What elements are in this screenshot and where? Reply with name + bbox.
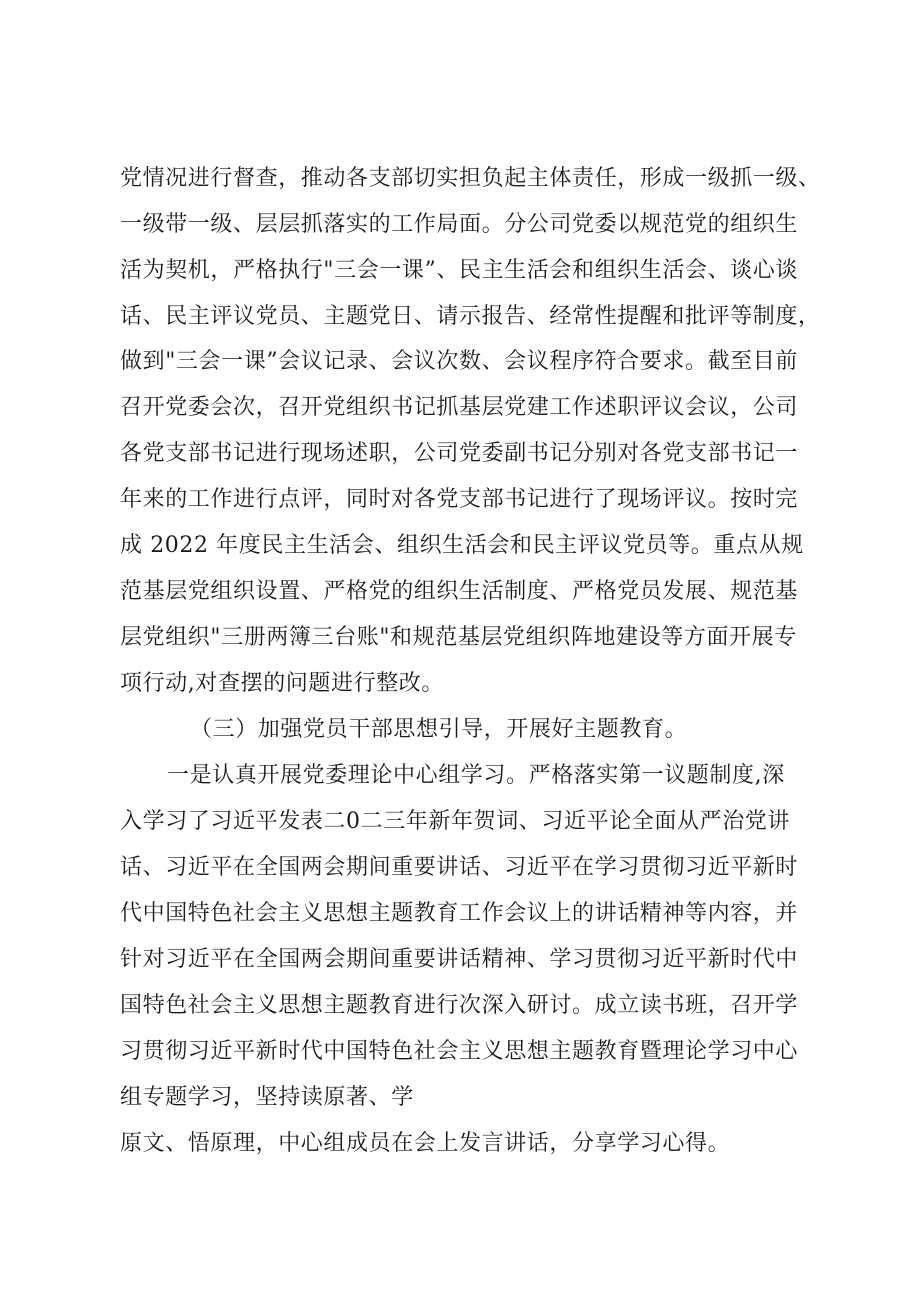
paragraph-line: 范基层党组织设置、严格党的组织生活制度、严格党员发展、规范基: [120, 579, 799, 604]
paragraph-line: 各党支部书记进行现场述职，公司党委副书记分别对各党支部书记一: [120, 441, 799, 466]
paragraph-line: 代中国特色社会主义思想主题教育工作会议上的讲话精神等内容，并: [120, 901, 799, 926]
paragraph-line: 做到"三会一课”会议记录、会议次数、会议程序符合要求。截至目前: [120, 349, 798, 374]
paragraph-line: 习贯彻习近平新时代中国特色社会主义思想主题教育暨理论学习中心: [120, 1039, 799, 1064]
paragraph-line: 层党组织"三册两簿三台账"和规范基层党组织阵地建设等方面开展专: [120, 625, 797, 650]
paragraph-line: 原文、悟原理，中心组成员在会上发言讲话，分享学习心得。: [120, 1131, 731, 1156]
paragraph-line: 活为契机，严格执行"三会一课”、民主生活会和组织生活会、谈心谈: [120, 258, 798, 283]
section-heading: （三）加强党员干部思想引导，开展好主题教育。: [190, 717, 688, 742]
paragraph-line: 召开党委会次，召开党组织书记抓基层党建工作述职评议会议，公司: [120, 395, 799, 420]
paragraph-line: 组专题学习，坚持读原著、学: [120, 1085, 414, 1110]
paragraph-line: 话、习近平在全国两会期间重要讲话、习近平在学习贯彻习近平新时: [120, 855, 799, 880]
paragraph-line: 一是认真开展党委理论中心组学习。严格落实第一议题制度,深: [167, 763, 785, 788]
paragraph-line: 国特色社会主义思想主题教育进行次深入研讨。成立读书班，召开学: [120, 993, 799, 1018]
paragraph-line: 话、民主评议党员、主题党日、请示报告、经常性提醒和批评等制度，: [120, 304, 821, 329]
paragraph-line: 一级带一级、层层抓落实的工作局面。分公司党委以规范党的组织生: [120, 212, 799, 237]
paragraph-line: 党情况进行督查，推动各支部切实担负起主体责任，形成一级抓一级、: [120, 166, 821, 191]
paragraph-line: 针对习近平在全国两会期间重要讲话精神、学习贯彻习近平新时代中: [120, 947, 799, 972]
paragraph-line: 成 2022 年度民主生活会、组织生活会和民主评议党员等。重点从规: [120, 533, 804, 558]
paragraph-line: 项行动,对查摆的问题进行整改。: [120, 671, 444, 696]
paragraph-line: 年来的工作进行点评，同时对各党支部书记进行了现场评议。按时完: [120, 487, 799, 512]
paragraph-line: 入学习了习近平发表二0二三年新年贺词、习近平论全面从严治党讲: [120, 809, 790, 834]
